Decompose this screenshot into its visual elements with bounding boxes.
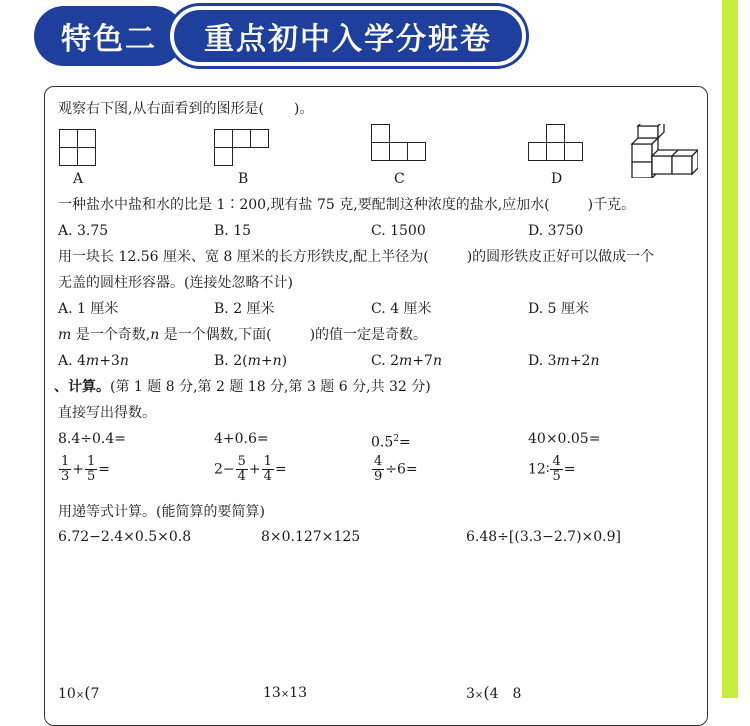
calc-r1-b: 4+0.6= [214, 431, 269, 447]
section-badge-left: 特色二 [34, 6, 184, 66]
tin-option-c: C. 4 厘米 [371, 301, 432, 317]
calc-r2-b: 2− $\frac{5}{4}$ + $\frac{1}{4}$ = [214, 454, 287, 484]
question-figure [58, 100, 313, 118]
tin-option-d: D. 5 厘米 [528, 301, 589, 317]
option-d-label: D [551, 171, 563, 187]
stepwise-expr-a: 6.72−2.4×0.5×0.8 [58, 529, 192, 545]
section-calc-title: 、计算。 [54, 379, 110, 395]
stepwise-expr-c: 6.48÷[(3.3−2.7)×0.9] [466, 529, 622, 545]
calc-r2-c: $\frac{4}{9}$ ÷6= [374, 454, 418, 484]
odd-option-a: A. 4m+3n [58, 353, 129, 369]
salt-option-d: D. 3750 [528, 223, 584, 239]
question-figure-text: 观察右下图,从右面看到的图形是( [58, 101, 264, 117]
question-salt-text: 一种盐水中盐和水的比是 1∶200,现有盐 75 克,要配制这种浓度的盐水,应加水( [58, 197, 550, 213]
section-calc-note: (第 1 题 8 分,第 2 题 18 分,第 3 题 6 分,共 32 分) [110, 379, 431, 395]
cube-stack-figure [624, 124, 698, 178]
question-tin-line2: 无盖的圆柱形容器。(连接处忽略不计) [58, 275, 293, 291]
question-odd-end: )的值一定是奇数。 [309, 327, 428, 343]
side-stripe [722, 0, 738, 698]
question-odd-text-a: 是一个奇数, [71, 327, 151, 343]
figure-option-c [371, 124, 429, 164]
odd-option-c: C. 2m+7n [371, 353, 442, 369]
odd-option-d: D. 3m+2n [528, 353, 600, 369]
partial-expr-a: 10×(7 [58, 683, 100, 702]
question-salt [58, 196, 635, 214]
odd-option-b: B. 2(m+n) [214, 353, 288, 369]
question-salt-end: )千克。 [587, 197, 636, 213]
salt-option-c: C. 1500 [371, 223, 426, 239]
option-a-label: A [73, 171, 84, 187]
var-n: n [150, 327, 160, 343]
salt-option-b: B. 15 [214, 223, 252, 239]
question-odd [58, 326, 427, 344]
var-m: m [58, 327, 72, 343]
calc-r2-a: $\frac{1}{3}$ + $\frac{1}{5}$ = [61, 454, 111, 484]
partial-expr-c: 3×(4 8 [466, 683, 522, 702]
figure-option-a [59, 129, 97, 167]
option-c-label: C [394, 171, 405, 187]
question-tin-end: )的圆形铁皮正好可以做成一个 [466, 249, 655, 265]
figure-option-b [214, 129, 272, 167]
sub1-title: 直接写出得数。 [58, 405, 156, 421]
sub2-title: 用递等式计算。(能简算的要简算) [58, 504, 265, 520]
section-calc-heading [54, 378, 431, 396]
calc-r2-d: 12∶ $\frac{4}{5}$ = [528, 454, 576, 484]
calc-r1-a: 8.4÷0.4= [58, 431, 126, 447]
question-tin-line1 [58, 248, 654, 266]
tin-option-a: A. 1 厘米 [58, 301, 119, 317]
question-odd-text-b: 是一个偶数,下面( [159, 327, 272, 343]
calc-r1-d: 40×0.05= [528, 431, 601, 447]
stepwise-expr-b: 8×0.127×125 [261, 529, 361, 545]
question-figure-end: )。 [293, 101, 314, 117]
option-b-label: B [238, 171, 249, 187]
figure-option-d [528, 124, 586, 164]
calc-r1-c: $0.5^2=$ [371, 434, 411, 451]
partial-expr-b: 13×13 [263, 685, 308, 701]
question-tin-text: 用一块长 12.56 厘米、宽 8 厘米的长方形铁皮,配上半径为( [58, 249, 429, 265]
tin-option-b: B. 2 厘米 [214, 301, 275, 317]
section-badge-title: 重点初中入学分班卷 [170, 6, 526, 66]
salt-option-a: A. 3.75 [58, 223, 109, 239]
